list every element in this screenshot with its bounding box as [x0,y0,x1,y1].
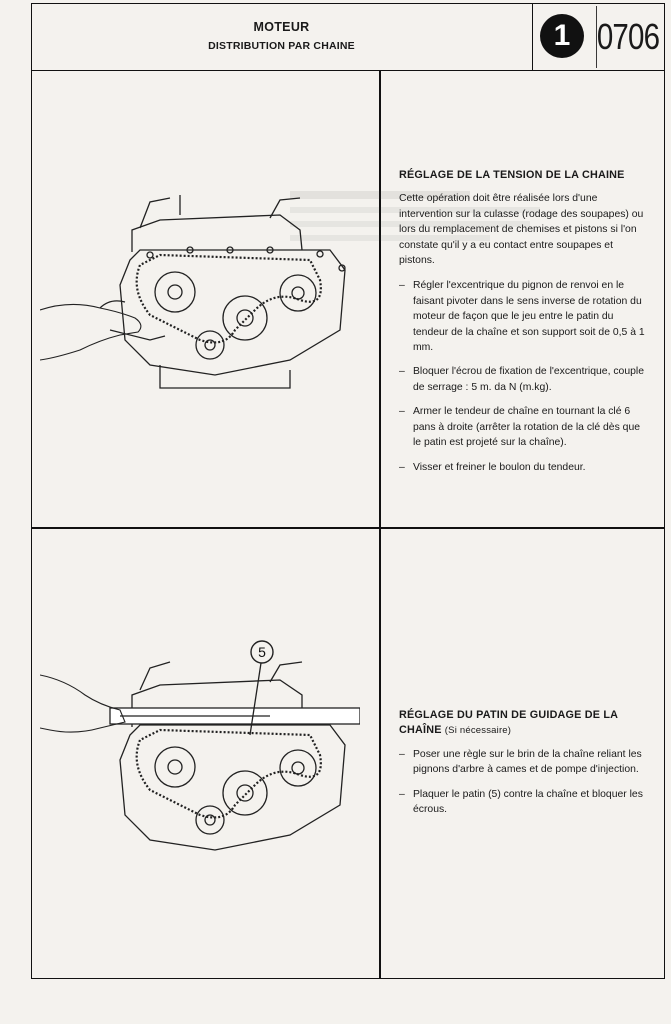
section-heading-text: RÉGLAGE DU PATIN DE GUIDAGE DE LA CHAÎNE [399,709,618,737]
step-item: – Régler l'excentrique du pignon de renvoi en le faisant pivoter dans le sens inverse de rotation du moteur de façon que le jeu entre le patin du tendeur de la chaîne et son support soit de 0,5 à 1 mm. [399,278,649,355]
page-subtitle: DISTRIBUTION PAR CHAINE [208,40,355,52]
section-number-badge: 1 [540,14,584,58]
step-list [399,747,649,818]
chain-guide-pad-figure [40,640,360,880]
step-item: – Armer le tendeur de chaîne en tournant la clé 6 pans à droite (arrêter la rotation de la clé dès que le patin est projeté sur la chaîne). [399,404,649,450]
section-heading: RÉGLAGE DE LA TENSION DE LA CHAINE [399,169,625,181]
row-divider [31,527,665,529]
callout-label-5: 5 [258,644,266,660]
step-item: – Plaquer le patin (5) contre la chaîne et bloquer les écrous. [399,787,649,818]
step-item: – Poser une règle sur le brin de la chaîne reliant les pignons d'arbre à cames et de pompe d'injection. [399,747,649,778]
page-code: 0706 [596,6,651,68]
page-header [31,3,665,71]
section-intro: Cette opération doit être réalisée lors d'une intervention sur la culasse (rodage des soupapes) ou lors du remplacement de chemises et pistons si l'on constate qu'il y a eu contact entre soupapes et pistons. [399,193,644,267]
page-title: MOTEUR [253,20,310,34]
step-list [399,278,649,474]
header-title-block [31,3,533,71]
guide-pad-adjustment-section [399,708,649,826]
step-item: – Visser et freiner le boulon du tendeur. [399,460,649,475]
timing-chain-tension-figure [40,190,360,400]
section-heading-note: (Si nécessaire) [444,725,512,737]
tension-adjustment-section [399,168,649,484]
section-heading [399,708,649,739]
step-item: – Bloquer l'écrou de fixation de l'excentrique, couple de serrage : 5 m. da N (m.kg). [399,364,649,395]
